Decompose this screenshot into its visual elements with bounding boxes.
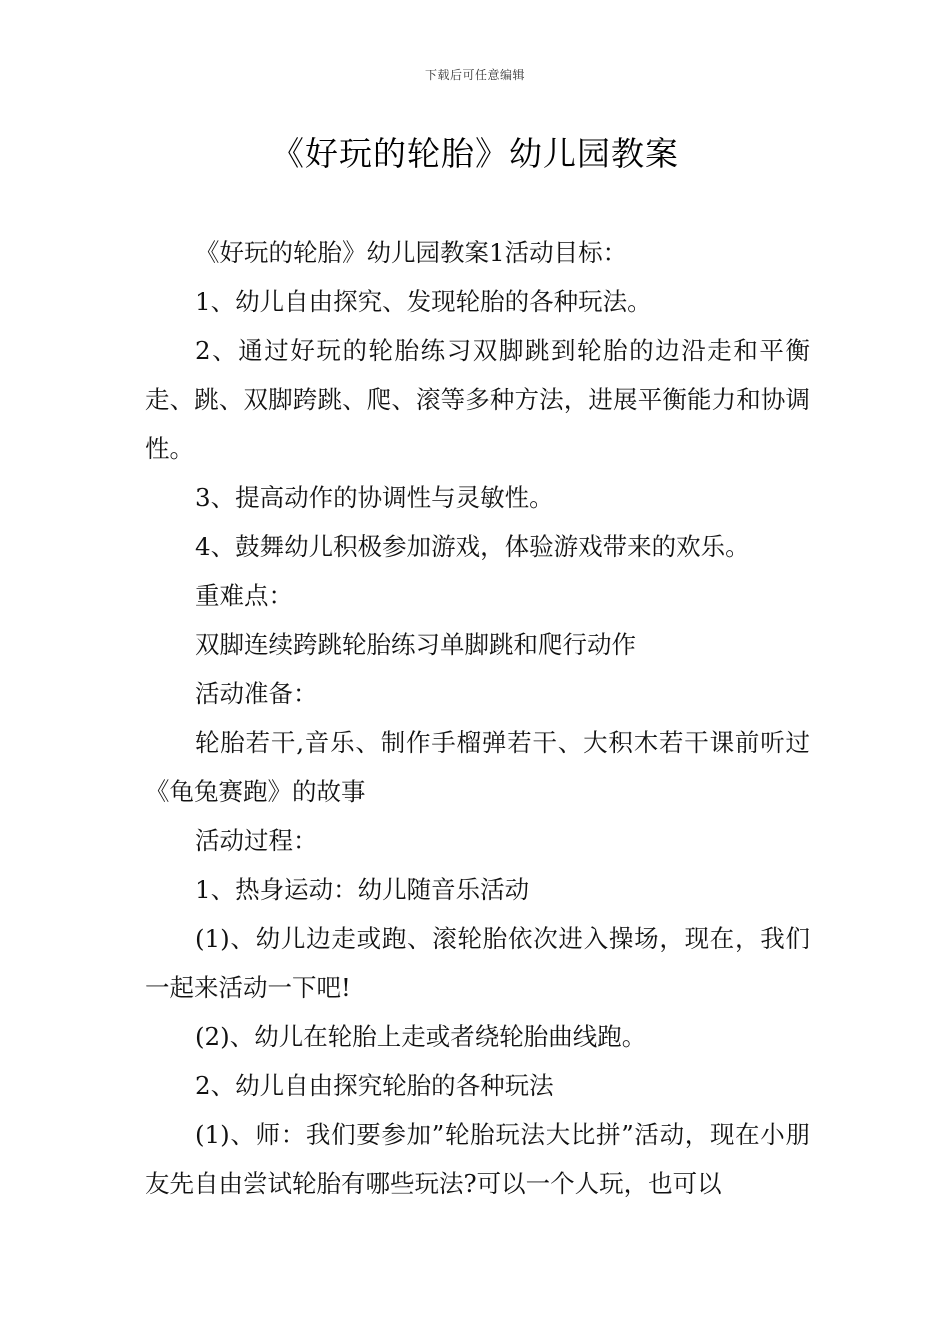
paragraph-goal-1: 1、幼儿自由探究、发现轮胎的各种玩法。 [195, 287, 652, 316]
paragraph-goal-4: 4、鼓舞幼儿积极参加游戏，体验游戏带来的欢乐。 [195, 532, 750, 561]
paragraph-preparation: 轮胎若干,音乐、制作手榴弹若干、大积木若干课前听过《龟兔赛跑》的故事 [145, 728, 810, 806]
heading-key-points: 重难点： [195, 581, 293, 610]
paragraph-step-2-a: (1)、师：我们要参加”轮胎玩法大比拼”活动，现在小朋友先自由尝试轮胎有哪些玩法?可以一个人玩，也可以 [145, 1120, 810, 1198]
paragraph-key-points: 双脚连续跨跳轮胎练习单脚跳和爬行动作 [195, 630, 636, 659]
paragraph-step-1: 1、热身运动：幼儿随音乐活动 [195, 875, 530, 904]
paragraph-step-1-a: (1)、幼儿边走或跑、滚轮胎依次进入操场，现在，我们一起来活动一下吧! [145, 924, 810, 1002]
paragraph-intro: 《好玩的轮胎》幼儿园教案1活动目标： [195, 238, 628, 267]
heading-preparation: 活动准备： [195, 679, 318, 708]
paragraph-goal-2: 2、通过好玩的轮胎练习双脚跳到轮胎的边沿走和平衡走、跳、双脚跨跳、爬、滚等多种方法，进展平衡能力和协调性。 [145, 336, 810, 463]
header-note: 下载后可任意编辑 [424, 68, 525, 82]
paragraph-step-1-b: (2)、幼儿在轮胎上走或者绕轮胎曲线跑。 [195, 1022, 647, 1051]
page-title: 《好玩的轮胎》幼儿园教案 [271, 134, 679, 173]
paragraph-goal-3: 3、提高动作的协调性与灵敏性。 [195, 483, 554, 512]
paragraph-step-2: 2、幼儿自由探究轮胎的各种玩法 [195, 1071, 554, 1100]
heading-process: 活动过程： [195, 826, 318, 855]
document-body [145, 228, 810, 1208]
